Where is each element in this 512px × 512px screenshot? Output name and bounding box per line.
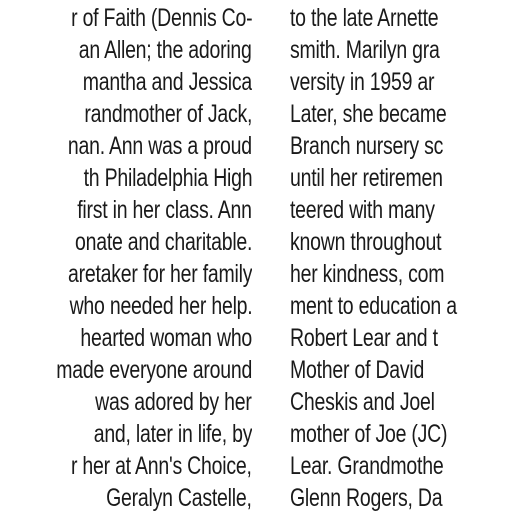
text-line: smith. Marilyn gra — [290, 36, 440, 64]
right-text-column — [290, 0, 512, 512]
text-line: randmother of Jack, — [84, 100, 252, 128]
text-line: until her retiremen — [290, 164, 443, 192]
text-line: Robert Lear and t — [290, 324, 438, 352]
text-line: r her at Ann's Choice, — [71, 452, 252, 480]
text-line: who needed her help. — [69, 292, 252, 320]
text-line: versity in 1959 ar — [290, 68, 435, 96]
text-line: Branch nursery sc — [290, 132, 444, 160]
text-line: hearted woman who — [80, 324, 252, 352]
text-line: first in her class. Ann — [77, 196, 252, 224]
text-line: Later, she became — [290, 100, 447, 128]
text-line: was adored by her — [95, 388, 252, 416]
text-line: Lear. Grandmothe — [290, 452, 444, 480]
text-line: onate and charitable. — [74, 228, 252, 256]
text-line: and, later in life, by — [93, 420, 252, 448]
text-line: Cheskis and Joel — [290, 388, 435, 416]
text-line: made everyone around — [56, 356, 252, 384]
text-line: Geralyn Castelle, — [106, 484, 252, 512]
text-line: teered with many — [290, 196, 435, 224]
text-line: ment to education a — [290, 292, 457, 320]
text-line: to the late Arnette — [290, 4, 439, 32]
text-line: Mother of David — [290, 356, 425, 384]
text-line: mantha and Jessica — [82, 68, 252, 96]
text-line: th Philadelphia High — [83, 164, 252, 192]
text-line: her kindness, com — [290, 260, 445, 288]
text-line: Glenn Rogers, Da — [290, 484, 443, 512]
text-line: nan. Ann was a proud — [68, 132, 252, 160]
text-line: an Allen; the adoring — [79, 36, 252, 64]
text-line: mother of Joe (JC) — [290, 420, 448, 448]
text-line: known throughout — [290, 228, 442, 256]
left-text-column — [0, 0, 252, 512]
text-line: r of Faith (Dennis Co- — [70, 4, 252, 32]
text-line: aretaker for her family — [67, 260, 252, 288]
